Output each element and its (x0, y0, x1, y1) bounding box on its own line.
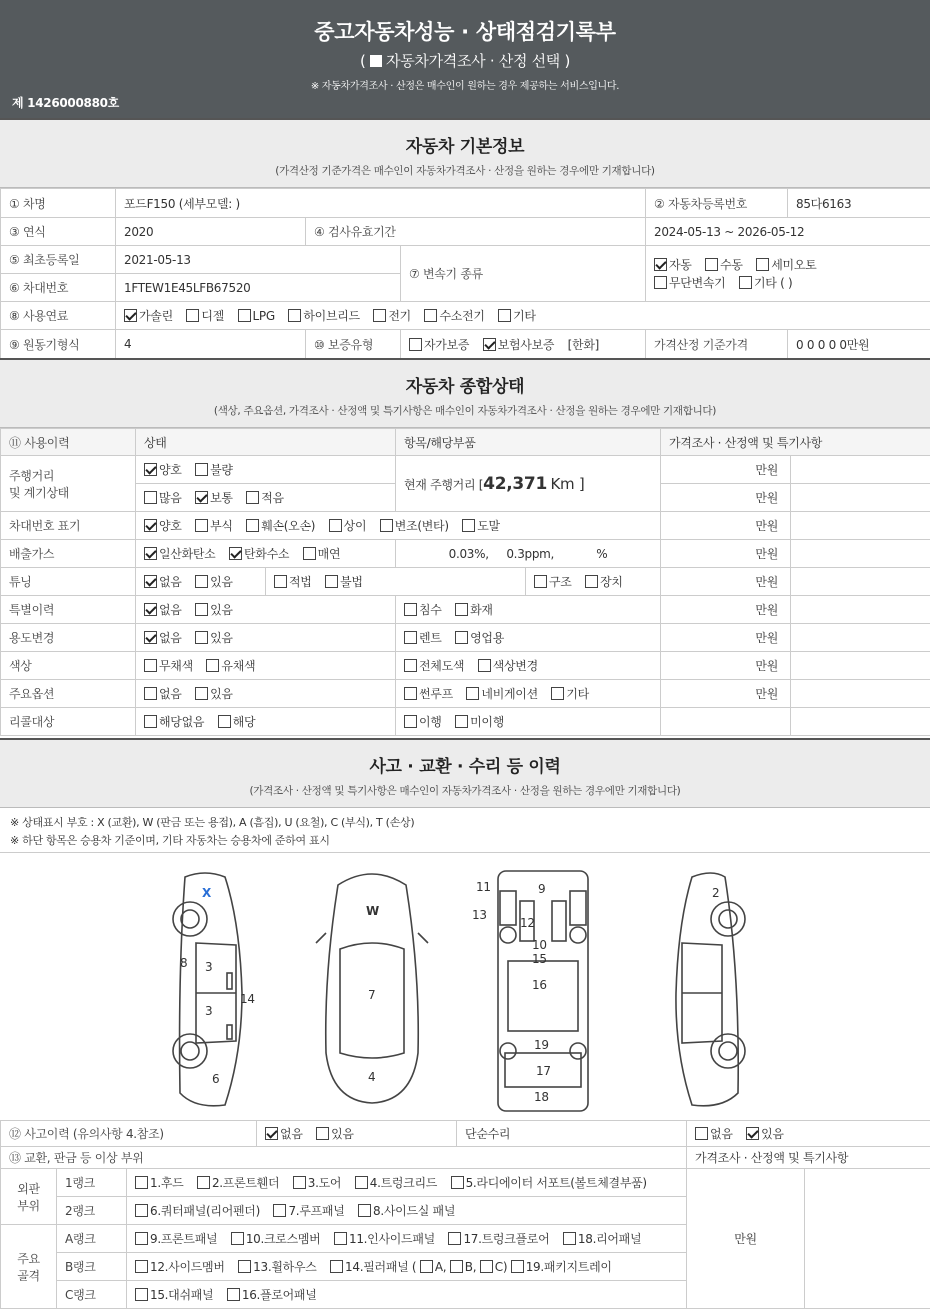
vin-altered-checkbox[interactable] (380, 519, 393, 532)
tuning-legal-options: 적법 불법 (266, 568, 526, 596)
passenger-car-note: ※ 하단 항목은 승용차 기준이며, 기타 자동차는 승용차에 준하여 표시 (10, 834, 330, 847)
status-symbol-legend: ※ 상태표시 부호 : X (교환), W (판금 또는 용접), A (흠집), U (요철), C (부식), T (손상) (10, 816, 415, 829)
mark-x-fender: X (202, 886, 211, 900)
rankC-label: C랭크 (57, 1281, 127, 1309)
emission-hc-checkbox[interactable] (229, 547, 242, 560)
trans-semi-checkbox[interactable] (756, 258, 769, 271)
vin-damage-checkbox[interactable] (246, 519, 259, 532)
usage-history-header: ⑪ 사용이력 (1, 429, 136, 456)
trans-auto-checkbox[interactable] (654, 258, 667, 271)
vin-value: 1FTEW1E45LFB67520 (116, 274, 401, 302)
basic-info-title: 자동차 기본정보 (405, 137, 525, 157)
mark-10: 10 (532, 938, 547, 952)
car-name-label: ① 차명 (1, 189, 116, 218)
accident-title: 사고 · 교환 · 수리 등 이력 (369, 757, 561, 777)
accident-history-label: ⑫ 사고이력 (유의사항 4.참조) (1, 1121, 257, 1147)
mark-12: 12 (520, 916, 535, 930)
tuning-label: 튜닝 (1, 568, 136, 596)
vin-label: ⑥ 차대번호 (1, 274, 116, 302)
basic-info-section-header (0, 118, 930, 188)
accident-yes-checkbox[interactable] (316, 1127, 329, 1140)
emission-values: 0.03%, 0.3ppm, % (396, 540, 661, 568)
color-change-checkbox[interactable] (478, 659, 491, 672)
option-none-checkbox[interactable] (144, 687, 157, 700)
tuning-options: 없음 있음 (136, 568, 266, 596)
color-chromatic-checkbox[interactable] (206, 659, 219, 672)
mark-17: 17 (536, 1064, 551, 1078)
mark-18: 18 (534, 1090, 549, 1104)
part-side-member-checkbox[interactable] (135, 1260, 148, 1273)
rankA-label: A랭크 (57, 1225, 127, 1253)
special-none-checkbox[interactable] (144, 603, 157, 616)
reg-number-value: 85다6163 (788, 189, 930, 218)
emission-label: 배출가스 (1, 540, 136, 568)
price-note-header: 가격조사 · 산정액 및 특기사항 (661, 429, 930, 456)
option-sunroof-checkbox[interactable] (404, 687, 417, 700)
color-achromatic-checkbox[interactable] (144, 659, 157, 672)
special-flood-checkbox[interactable] (404, 603, 417, 616)
usage-rent-checkbox[interactable] (404, 631, 417, 644)
price-value: 0 0 0 0 0만원 (788, 330, 930, 359)
inspection-period-value: 2024-05-13 ~ 2026-05-12 (646, 218, 930, 246)
mark-6-left: 6 (212, 1072, 220, 1086)
fuel-other-checkbox[interactable] (498, 309, 511, 322)
recall-options: 해당없음 해당 (136, 708, 396, 736)
part-front-fender-checkbox[interactable] (197, 1176, 210, 1189)
accident-section-header (0, 738, 930, 808)
reg-number-label: ② 자동차등록번호 (646, 189, 788, 218)
vin-corrosion-checkbox[interactable] (195, 519, 208, 532)
recall-label: 리콜대상 (1, 708, 136, 736)
special-yes-checkbox[interactable] (195, 603, 208, 616)
color-change-options: 전체도색 색상변경 (396, 652, 661, 680)
usage-price-unit: 만원 (661, 624, 791, 652)
report-note: ※ 자동차가격조사 · 산정은 매수인이 원하는 경우 제공하는 서비스입니다. (310, 81, 620, 92)
rank2-items: 6.쿼터패널(리어펜더) 7.루프패널 8.사이드실 패널 (127, 1197, 687, 1225)
color-label: 색상 (1, 652, 136, 680)
usage-business-checkbox[interactable] (455, 631, 468, 644)
emission-smoke-checkbox[interactable] (303, 547, 316, 560)
vin-smeared-checkbox[interactable] (462, 519, 475, 532)
recall-none-checkbox[interactable] (144, 715, 157, 728)
inspection-period-label: ④ 검사유효기간 (306, 218, 646, 246)
overall-title: 자동차 종합상태 (405, 377, 525, 397)
tuning-price-unit: 만원 (661, 568, 791, 596)
recall-notdone-checkbox[interactable] (455, 715, 468, 728)
tuning-legal-checkbox[interactable] (274, 575, 287, 588)
mark-14: 14 (240, 992, 255, 1006)
transmission-label: ⑦ 변속기 종류 (401, 246, 646, 302)
vin-price-unit: 만원 (661, 512, 791, 540)
model-year-label: ③ 연식 (1, 218, 116, 246)
special-fire-checkbox[interactable] (455, 603, 468, 616)
color-price-unit: 만원 (661, 652, 791, 680)
report-header (0, 0, 930, 118)
car-damage-diagram (0, 852, 930, 1120)
emission-co-checkbox[interactable] (144, 547, 157, 560)
part-door-checkbox[interactable] (293, 1176, 306, 1189)
outer-panel-label: 외판 부위 (1, 1169, 57, 1225)
fuel-diesel-checkbox[interactable] (186, 309, 199, 322)
current-mileage: 현재 주행거리 [42,371 Km ] (396, 456, 661, 512)
fuel-options: 가솔린 디젤 LPG 하이브리드 전기 수소전기 기타 (116, 302, 930, 330)
part-hood-checkbox[interactable] (135, 1176, 148, 1189)
status-header: 상태 (136, 429, 396, 456)
mark-8: 8 (180, 956, 188, 970)
mark-9: 9 (538, 882, 546, 896)
accident-history-options: 없음 있음 (257, 1121, 457, 1147)
emission-options: 일산화탄소 탄화수소 매연 (136, 540, 396, 568)
mark-2-right: 2 (712, 886, 720, 900)
mileage-label: 주행거리 및 계기상태 (1, 456, 136, 512)
part-cross-member-checkbox[interactable] (231, 1232, 244, 1245)
vin-good-checkbox[interactable] (144, 519, 157, 532)
option-navigation-checkbox[interactable] (466, 687, 479, 700)
tuning-illegal-checkbox[interactable] (325, 575, 338, 588)
trans-other-checkbox[interactable] (739, 276, 752, 289)
warranty-self-checkbox[interactable] (409, 338, 422, 351)
rankC-items: 15.대쉬패널 16.플로어패널 (127, 1281, 687, 1309)
pillar-c-checkbox[interactable] (480, 1260, 493, 1273)
fuel-electric-checkbox[interactable] (373, 309, 386, 322)
tuning-yes-checkbox[interactable] (195, 575, 208, 588)
simple-repair-options: 없음 있음 (687, 1121, 930, 1147)
recall-status-options: 이행 미이행 (396, 708, 661, 736)
accident-none-checkbox[interactable] (265, 1127, 278, 1140)
report-title: 중고자동차성능 · 상태점검기록부 (314, 20, 616, 44)
mark-19: 19 (534, 1038, 549, 1052)
item-header: 항목/해당부품 (396, 429, 661, 456)
overall-table (0, 428, 930, 736)
mark-7-roof: 7 (368, 988, 376, 1002)
mark-w-hood: W (366, 904, 379, 918)
document-number: 제 1426000880호 (12, 96, 119, 110)
part-floor-panel-checkbox[interactable] (227, 1288, 240, 1301)
price-label: 가격산정 기준가격 (646, 330, 788, 359)
vin-mark-options: 양호 부식 훼손(오손) 상이 변조(변타) 도말 (136, 512, 661, 540)
mileage-good-checkbox[interactable] (144, 463, 157, 476)
trans-manual-checkbox[interactable] (705, 258, 718, 271)
part-pillar-panel-checkbox[interactable] (330, 1260, 343, 1273)
main-option-options: 없음 있음 (136, 680, 396, 708)
option-yes-checkbox[interactable] (195, 687, 208, 700)
recall-yes-checkbox[interactable] (218, 715, 231, 728)
rank1-label: 1랭크 (57, 1169, 127, 1197)
basic-info-subtitle: (가격산정 기준가격은 매수인이 자동차가격조사 · 산정을 원하는 경우에만 기재합니다) (275, 165, 655, 177)
part-inside-panel-checkbox[interactable] (334, 1232, 347, 1245)
mileage-high-checkbox[interactable] (144, 491, 157, 504)
exchange-label: ⑬ 교환, 판금 등 이상 부위 (1, 1147, 687, 1169)
tuning-structure-checkbox[interactable] (534, 575, 547, 588)
repair-none-checkbox[interactable] (695, 1127, 708, 1140)
usage-none-checkbox[interactable] (144, 631, 157, 644)
fuel-hybrid-checkbox[interactable] (288, 309, 301, 322)
usage-yes-checkbox[interactable] (195, 631, 208, 644)
part-trunk-lid-checkbox[interactable] (355, 1176, 368, 1189)
main-option-label: 주요옵션 (1, 680, 136, 708)
rankA-items: 9.프론트패널 10.크로스멤버 11.인사이드패널 17.트렁크플로어 18.리어패널 (127, 1225, 687, 1253)
exchange-price-header: 가격조사 · 산정액 및 특기사항 (687, 1147, 930, 1169)
warranty-insurer-checkbox[interactable] (483, 338, 496, 351)
tuning-none-checkbox[interactable] (144, 575, 157, 588)
part-roof-panel-checkbox[interactable] (273, 1204, 286, 1217)
transmission-options: 자동 수동 세미오토 무단변속기 기타 ( ) (646, 246, 930, 302)
part-quarter-panel-checkbox[interactable] (135, 1204, 148, 1217)
fuel-label: ⑧ 사용연료 (1, 302, 116, 330)
car-name-value: 포드F150 (세부모델: ) (116, 189, 646, 218)
engine-label: ⑨ 원동기형식 (1, 330, 116, 359)
main-frame-label: 주요 골격 (1, 1225, 57, 1309)
left-side-view (173, 873, 242, 1106)
mileage-normal-checkbox[interactable] (195, 491, 208, 504)
fuel-gasoline-checkbox[interactable] (124, 309, 137, 322)
tuning-type-options: 구조 장치 (526, 568, 661, 596)
part-package-tray-checkbox[interactable] (511, 1260, 524, 1273)
emission-price-unit: 만원 (661, 540, 791, 568)
mileage-opts2: 많음 보통 적음 (136, 484, 396, 512)
mileage-price-unit: 만원 (661, 456, 791, 484)
mark-4-trunk: 4 (368, 1070, 376, 1084)
first-reg-value: 2021-05-13 (116, 246, 401, 274)
part-side-sill-checkbox[interactable] (358, 1204, 371, 1217)
mark-15: 15 (532, 952, 547, 966)
basic-info-table (0, 188, 930, 359)
mark-16: 16 (532, 978, 547, 992)
price-service-checkbox[interactable] (370, 55, 382, 67)
mark-11: 11 (476, 880, 491, 894)
overall-section-header (0, 358, 930, 428)
color-full-paint-checkbox[interactable] (404, 659, 417, 672)
mileage-opts1: 양호 불량 (136, 456, 396, 484)
mark-13: 13 (472, 908, 487, 922)
special-price-unit: 만원 (661, 596, 791, 624)
option-price-unit: 만원 (661, 680, 791, 708)
main-option-type-options: 썬루프 네비게이션 기타 (396, 680, 661, 708)
mileage-bad-checkbox[interactable] (195, 463, 208, 476)
part-front-panel-checkbox[interactable] (135, 1232, 148, 1245)
warranty-label: ⑩ 보증유형 (306, 330, 401, 359)
engine-value: 4 (116, 330, 306, 359)
special-type-options: 침수 화재 (396, 596, 661, 624)
mileage-low-checkbox[interactable] (246, 491, 259, 504)
accident-table (0, 1120, 930, 1309)
usage-change-options: 없음 있음 (136, 624, 396, 652)
rank1-items: 1.후드 2.프론트휀더 3.도어 4.트렁크리드 5.라디에이터 서포트(볼트체결부품) (127, 1169, 687, 1197)
mark-3-upper: 3 (205, 960, 213, 974)
warranty-options: 자가보증 보험사보증 [한화] (401, 330, 646, 359)
fuel-hydrogen-checkbox[interactable] (424, 309, 437, 322)
option-other-checkbox[interactable] (551, 687, 564, 700)
overall-subtitle: (색상, 주요옵션, 가격조사 · 산정액 및 특기사항은 매수인이 자동차가격조사 · 산정을 원하는 경우에만 기재합니다) (213, 405, 717, 417)
part-radiator-support-checkbox[interactable] (451, 1176, 464, 1189)
exchange-price-unit: 만원 (687, 1169, 805, 1309)
repair-yes-checkbox[interactable] (746, 1127, 759, 1140)
part-dash-panel-checkbox[interactable] (135, 1288, 148, 1301)
part-rear-panel-checkbox[interactable] (563, 1232, 576, 1245)
rank2-label: 2랭크 (57, 1197, 127, 1225)
vin-mark-label: 차대번호 표기 (1, 512, 136, 540)
simple-repair-label: 단순수리 (457, 1121, 687, 1147)
recall-done-checkbox[interactable] (404, 715, 417, 728)
vin-differ-checkbox[interactable] (329, 519, 342, 532)
model-year-value: 2020 (116, 218, 306, 246)
rankB-label: B랭크 (57, 1253, 127, 1281)
part-wheel-house-checkbox[interactable] (238, 1260, 251, 1273)
accident-subtitle: (가격조사 · 산정액 및 특기사항은 매수인이 자동차가격조사 · 산정을 원하는 경우에만 기재합니다) (249, 785, 681, 797)
fuel-lpg-checkbox[interactable] (238, 309, 251, 322)
first-reg-label: ⑤ 최초등록일 (1, 246, 116, 274)
mileage2-price-unit: 만원 (661, 484, 791, 512)
mark-3-lower: 3 (205, 1004, 213, 1018)
rankB-items: 12.사이드멤버 13.휠하우스 14.필러패널 ( A, B, C) 19.패키지트레이 (127, 1253, 687, 1281)
usage-change-label: 용도변경 (1, 624, 136, 652)
color-options: 무채색 유채색 (136, 652, 396, 680)
special-label: 특별이력 (1, 596, 136, 624)
pillar-a-checkbox[interactable] (420, 1260, 433, 1273)
pillar-b-checkbox[interactable] (450, 1260, 463, 1273)
usage-type-options: 렌트 영업용 (396, 624, 661, 652)
report-subtitle: ( 자동차가격조사 · 산정 선택 ) (359, 52, 571, 70)
part-trunk-floor-checkbox[interactable] (448, 1232, 461, 1245)
tuning-device-checkbox[interactable] (585, 575, 598, 588)
special-options: 없음 있음 (136, 596, 396, 624)
trans-cvt-checkbox[interactable] (654, 276, 667, 289)
right-side-view (676, 873, 745, 1106)
